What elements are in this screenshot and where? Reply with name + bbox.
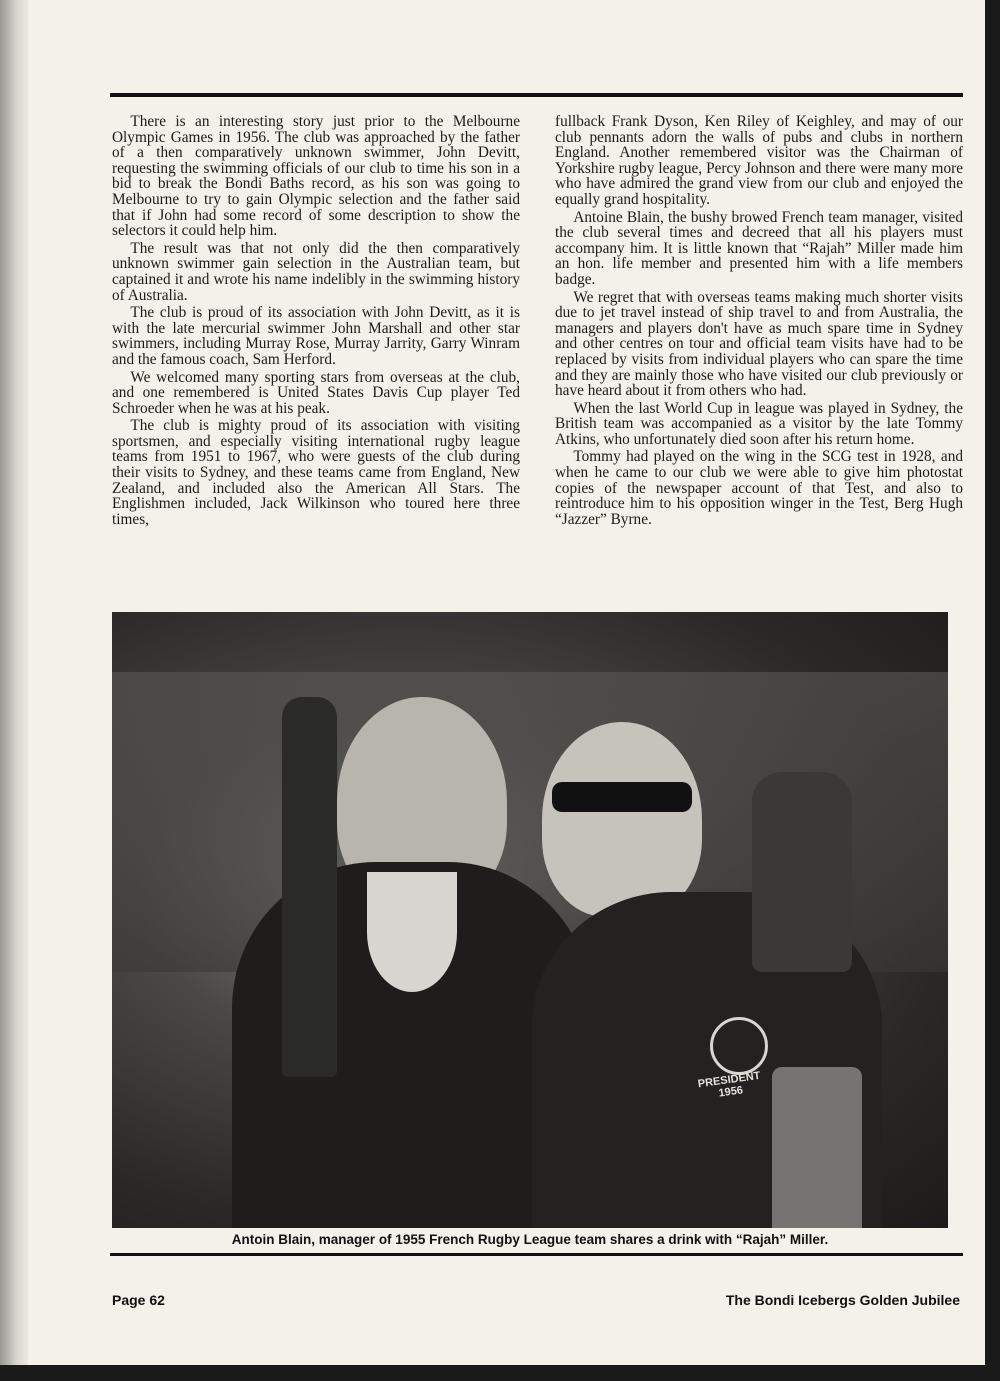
- publication-title: The Bondi Icebergs Golden Jubilee: [725, 1292, 960, 1308]
- left-column: [112, 114, 520, 529]
- bottle-right: [752, 772, 852, 972]
- paragraph: The club is mighty proud of its association with visiting sportsmen, and especially visiting international rugby league teams from 1951 to 1967, who were guests of the club during their visits to Sydney, and these teams came from England, New Zealand, and included also the American All Stars. The Englishmen included, Jack Wilkinson who toured here three times,: [112, 417, 520, 528]
- man-left-shirt: [367, 872, 457, 992]
- top-rule: [110, 93, 963, 97]
- man-right-head: [542, 722, 702, 917]
- paragraph: When the last World Cup in league was played in Sydney, the British team was accompanied as a visitor by the late Tommy Atkins, who unfortunately died soon after his return home.: [555, 399, 963, 448]
- photo-caption: Antoin Blain, manager of 1955 French Rugby League team shares a drink with “Rajah” Miller.: [231, 1232, 829, 1247]
- paragraph: The result was that not only did the then comparatively unknown swimmer gain selection in the Australian team, but captained it and wrote his name indelibly in the swimming history of Australia.: [112, 239, 520, 304]
- paragraph: There is an interesting story just prior to the Melbourne Olympic Games in 1956. The club was approached by the father of a then comparatively unknown swimmer, John Devitt, requesting the swimming officials of our club to time his son in a bid to break the Bondi Baths record, as his son was going to Melbourne to try to gain Olympic selection and the father said that if John had some record of some description to show the selectors it could help him.: [112, 113, 520, 240]
- paragraph: We regret that with overseas teams making much shorter visits due to jet travel instead of ship travel to and from Australia, the managers and players don't have as much spare time in Sydney and other centres on tour and official team visits have had to be replaced by visits from individual players who can spare the time and they are mainly those who have visited our club previously or have heard about it from others who had.: [555, 288, 963, 400]
- paragraph: We welcomed many sporting stars from overseas at the club, and one remembered is United States Davis Cup player Ted Schroeder when he was at his peak.: [112, 368, 520, 417]
- paragraph: Tommy had played on the wing in the SCG test in 1928, and when he came to our club we were able to give him photostat copies of the newspaper account of that Test, and also to reintroduce him to his opposition winger in the Test, Berg Hugh “Jazzer” Byrne.: [555, 448, 963, 528]
- glass-bottle: [772, 1067, 862, 1228]
- blazer-badge-text: PRESIDENT 1956: [697, 1069, 762, 1100]
- right-column: [555, 114, 963, 529]
- page-number: Page 62: [112, 1292, 165, 1308]
- caption-rule: [110, 1253, 963, 1256]
- paragraph: fullback Frank Dyson, Ken Riley of Keighley, and may of our club pennants adorn the walls of pubs and clubs in northern England. Another remembered visitor was the Chairman of Yorkshire rugby league, Percy Johnson and there were many more who have admired the grand view from our club and enjoyed the equally grand hospitality.: [555, 113, 963, 208]
- paragraph: The club is proud of its association with John Devitt, as it is with the late mercurial swimmer John Marshall and other star swimmers, including Murray Rose, Murray Jarrity, Garry Winram and the famous coach, Sam Herford.: [112, 304, 520, 368]
- bottle-left: [282, 697, 337, 1077]
- photograph: [112, 612, 948, 1228]
- binding-shadow: [0, 0, 28, 1365]
- paragraph: Antoine Blain, the bushy browed French team manager, visited the club several times and decreed that all his players must accompany him. It is little known that “Rajah” Miller made him an hon. life member and presented him with a life members badge.: [555, 208, 963, 288]
- man-right-glasses: [552, 782, 692, 812]
- blazer-badge-crest: [710, 1017, 768, 1075]
